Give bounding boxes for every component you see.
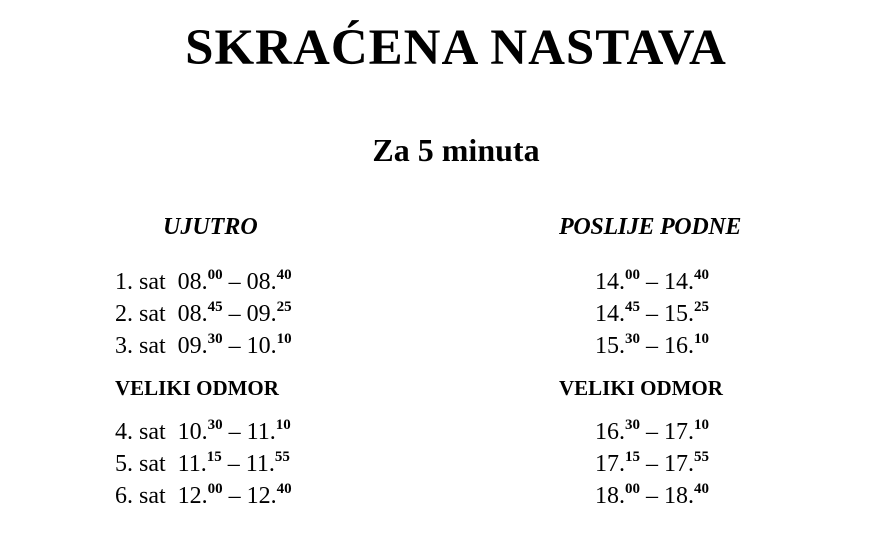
morning-heading: UJUTRO: [163, 214, 258, 240]
end-minute: 10: [694, 417, 709, 433]
afternoon-break-label: VELIKI ODMOR: [559, 376, 723, 400]
end-minute: 10: [276, 331, 292, 347]
time-dash: –: [228, 301, 241, 327]
morning-periods-after-break: [115, 416, 292, 512]
schedule-row: [115, 298, 292, 330]
start-hour: 17.: [595, 451, 625, 477]
start-minute: 45: [625, 299, 640, 315]
period-label: 1. sat: [115, 269, 166, 295]
period-label: 6. sat: [115, 483, 166, 509]
end-minute: 40: [276, 481, 292, 497]
start-minute: 45: [207, 299, 223, 315]
schedule-row: [595, 330, 709, 362]
end-hour: 15.: [664, 301, 694, 327]
end-minute: 40: [694, 481, 709, 497]
start-minute: 30: [207, 417, 223, 433]
time-dash: –: [646, 419, 658, 445]
page-title: SKRAĆENA NASTAVA: [185, 20, 727, 76]
start-hour: 18.: [595, 483, 625, 509]
period-label: 2. sat: [115, 301, 166, 327]
start-hour: 11.: [177, 451, 207, 477]
period-label: 5. sat: [115, 451, 166, 477]
schedule-row: [595, 480, 709, 512]
end-hour: 12.: [246, 483, 277, 509]
start-hour: 16.: [595, 419, 625, 445]
time-dash: –: [646, 333, 658, 359]
time-dash: –: [228, 333, 241, 359]
start-minute: 00: [207, 481, 223, 497]
start-hour: 14.: [595, 269, 625, 295]
schedule-row: [115, 448, 292, 480]
schedule-row: [595, 448, 709, 480]
end-hour: 09.: [246, 301, 277, 327]
start-minute: 15: [625, 449, 640, 465]
period-label: 4. sat: [115, 419, 166, 445]
time-dash: –: [646, 269, 658, 295]
afternoon-periods-before-break: [595, 266, 709, 362]
end-minute: 40: [276, 267, 292, 283]
end-hour: 17.: [664, 451, 694, 477]
schedule-row: [595, 266, 709, 298]
end-minute: 25: [276, 299, 292, 315]
start-minute: 30: [207, 331, 223, 347]
schedule-row: [115, 416, 292, 448]
period-label: 3. sat: [115, 333, 166, 359]
afternoon-periods-after-break: [595, 416, 709, 512]
page-subtitle: Za 5 minuta: [372, 132, 540, 168]
end-hour: 11.: [246, 419, 276, 445]
start-hour: 15.: [595, 333, 625, 359]
end-minute: 10: [694, 331, 709, 347]
time-dash: –: [227, 451, 240, 477]
end-minute: 40: [694, 267, 709, 283]
morning-periods-before-break: [115, 266, 292, 362]
end-hour: 10.: [246, 333, 277, 359]
end-hour: 08.: [246, 269, 277, 295]
start-minute: 30: [625, 417, 640, 433]
start-hour: 08.: [177, 269, 208, 295]
schedule-row: [115, 480, 292, 512]
schedule-row: [595, 298, 709, 330]
end-hour: 16.: [664, 333, 694, 359]
start-hour: 08.: [177, 301, 208, 327]
schedule-row: [115, 266, 292, 298]
afternoon-heading: POSLIJE PODNE: [559, 214, 742, 240]
schedule-row: [115, 330, 292, 362]
start-hour: 10.: [177, 419, 208, 445]
start-hour: 09.: [177, 333, 208, 359]
end-hour: 14.: [664, 269, 694, 295]
time-dash: –: [228, 483, 241, 509]
start-minute: 30: [625, 331, 640, 347]
end-hour: 17.: [664, 419, 694, 445]
time-dash: –: [228, 419, 241, 445]
start-minute: 00: [625, 267, 640, 283]
start-minute: 00: [207, 267, 223, 283]
end-minute: 25: [694, 299, 709, 315]
time-dash: –: [228, 269, 241, 295]
start-hour: 14.: [595, 301, 625, 327]
start-minute: 00: [625, 481, 640, 497]
time-dash: –: [646, 483, 658, 509]
time-dash: –: [646, 451, 658, 477]
start-minute: 15: [206, 449, 222, 465]
end-hour: 18.: [664, 483, 694, 509]
start-hour: 12.: [177, 483, 208, 509]
end-minute: 55: [694, 449, 709, 465]
morning-break-label: VELIKI ODMOR: [115, 376, 279, 400]
end-minute: 55: [274, 449, 290, 465]
end-hour: 11.: [245, 451, 275, 477]
time-dash: –: [646, 301, 658, 327]
end-minute: 10: [275, 417, 291, 433]
schedule-row: [595, 416, 709, 448]
